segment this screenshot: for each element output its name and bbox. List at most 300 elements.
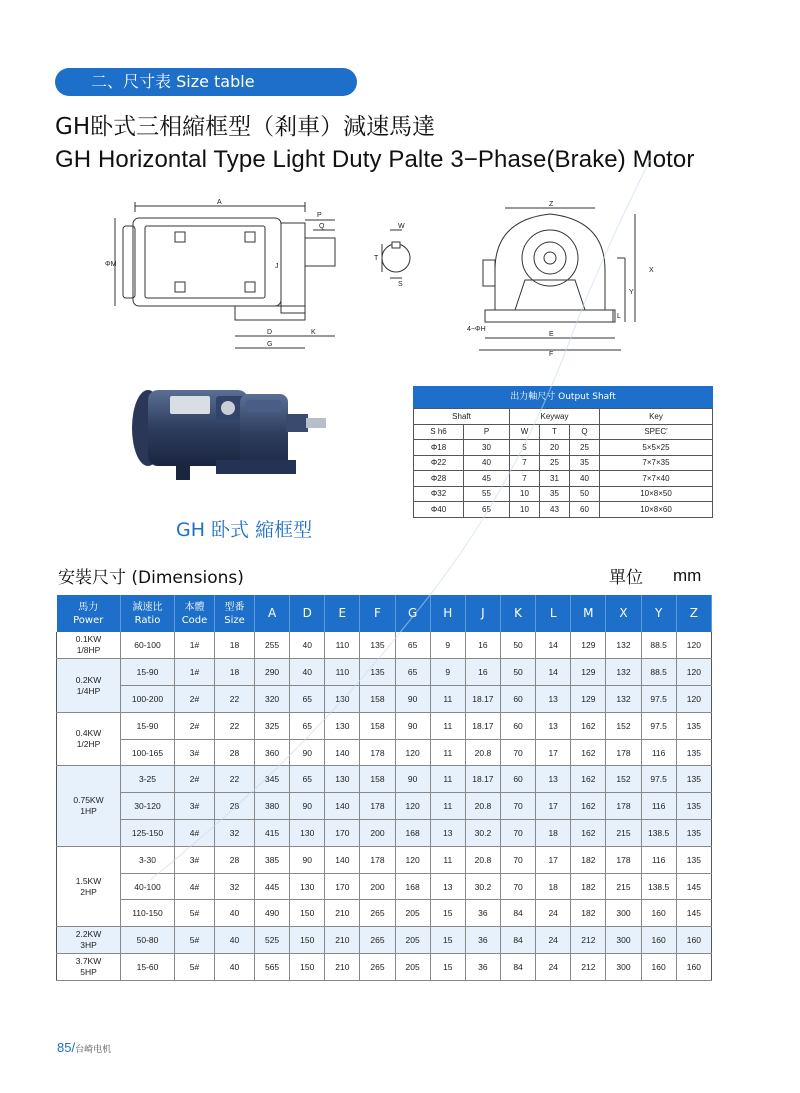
dim-cell: 130 — [325, 712, 360, 739]
drawing-label: L — [617, 313, 621, 320]
shaft-sub-header: T — [540, 424, 570, 440]
dim-header-text: J — [481, 606, 485, 620]
dim-header-text: G — [407, 606, 418, 620]
shaft-row — [414, 502, 713, 518]
dim-cell: 84 — [500, 927, 535, 954]
dim-cell: 145 — [676, 873, 711, 900]
shaft-group-header: Key — [600, 409, 713, 425]
dim-header — [500, 595, 535, 632]
power-text: 3.7KW — [75, 955, 102, 966]
shaft-section-drawing — [368, 220, 418, 290]
drawing-label: D — [267, 329, 273, 336]
dim-cell: 130 — [325, 686, 360, 713]
dimensions-table — [56, 595, 712, 981]
dim-cell: 265 — [360, 927, 395, 954]
dim-cell: 2# — [175, 766, 215, 793]
table-row — [57, 739, 712, 766]
dim-header — [121, 595, 175, 632]
side-view-drawing — [105, 198, 345, 358]
dim-header-text: M — [583, 606, 594, 620]
table-row — [57, 686, 712, 713]
dim-cell: 17 — [536, 846, 571, 873]
shaft-row — [414, 471, 713, 487]
dim-header-text: F — [374, 606, 381, 620]
shaft-cell: 10 — [510, 486, 540, 502]
dim-cell: 15-90 — [121, 659, 175, 686]
table-row — [57, 632, 712, 659]
dim-cell: 15-60 — [121, 954, 175, 981]
shaft-cell: 7 — [510, 471, 540, 487]
front-view-drawing — [465, 200, 665, 358]
dim-cell: 162 — [571, 820, 606, 847]
dim-cell: 158 — [360, 686, 395, 713]
dim-cell: 65 — [290, 766, 325, 793]
dim-cell: 70 — [500, 820, 535, 847]
dim-cell: 18 — [536, 820, 571, 847]
shaft-row — [414, 455, 713, 471]
motor-photo — [120, 378, 330, 498]
dim-header-text: 本體 — [184, 601, 205, 613]
dim-cell: 36 — [465, 927, 500, 954]
dim-cell: 70 — [500, 739, 535, 766]
dim-cell: 22 — [215, 686, 255, 713]
dim-cell: 205 — [395, 927, 430, 954]
dim-cell: 40 — [290, 632, 325, 659]
shaft-cell: 65 — [464, 502, 510, 518]
drawing-label: J — [275, 263, 279, 270]
dim-header — [536, 595, 571, 632]
power-text: 3HP — [80, 940, 97, 951]
power-text: 0.1KW — [75, 634, 102, 645]
dim-cell: 18 — [536, 873, 571, 900]
dim-cell: 116 — [641, 846, 676, 873]
power-cell — [57, 632, 121, 659]
dim-cell: 150 — [290, 954, 325, 981]
drawing-label: W — [398, 223, 405, 230]
shaft-cell: 50 — [570, 486, 600, 502]
dim-cell: 135 — [676, 820, 711, 847]
dim-cell: 9 — [430, 659, 465, 686]
dim-header — [606, 595, 641, 632]
dim-cell: 300 — [606, 954, 641, 981]
shaft-cell: 25 — [570, 440, 600, 456]
dim-cell: 50 — [500, 659, 535, 686]
dim-header-text: H — [443, 606, 453, 620]
dim-header — [175, 595, 215, 632]
dim-cell: 178 — [606, 846, 641, 873]
dim-header — [676, 595, 711, 632]
dim-cell: 30-120 — [121, 793, 175, 820]
dim-cell: 40 — [215, 927, 255, 954]
dim-cell: 162 — [571, 739, 606, 766]
shaft-cell: 7×7×35 — [600, 455, 713, 471]
dim-cell: 11 — [430, 846, 465, 873]
dim-cell: 22 — [215, 766, 255, 793]
dim-cell: 13 — [430, 873, 465, 900]
dim-cell: 1# — [175, 659, 215, 686]
table-row — [57, 954, 712, 981]
dim-cell: 90 — [290, 739, 325, 766]
dim-cell: 100-165 — [121, 739, 175, 766]
dim-cell: 5# — [175, 954, 215, 981]
dim-header — [465, 595, 500, 632]
dim-cell: 18.17 — [465, 766, 500, 793]
dim-header-text: 馬力 — [78, 601, 99, 613]
dim-cell: 135 — [360, 632, 395, 659]
dim-header-text: Size — [224, 614, 245, 626]
dim-cell: 415 — [255, 820, 290, 847]
dim-cell: 36 — [465, 954, 500, 981]
dim-cell: 265 — [360, 954, 395, 981]
dim-cell: 40 — [215, 954, 255, 981]
dim-cell: 5# — [175, 900, 215, 927]
power-cell — [57, 766, 121, 846]
dim-cell: 182 — [571, 873, 606, 900]
shaft-cell: 43 — [540, 502, 570, 518]
dim-cell: 28 — [215, 739, 255, 766]
dim-cell: 210 — [325, 900, 360, 927]
dim-cell: 18 — [215, 659, 255, 686]
table-row — [57, 900, 712, 927]
dim-cell: 32 — [215, 873, 255, 900]
dim-cell: 135 — [676, 793, 711, 820]
dim-cell: 215 — [606, 873, 641, 900]
dim-cell: 120 — [676, 686, 711, 713]
dim-cell: 140 — [325, 846, 360, 873]
shaft-sub-header: P — [464, 424, 510, 440]
shaft-cell: 30 — [464, 440, 510, 456]
dim-cell: 135 — [676, 739, 711, 766]
dim-cell: 24 — [536, 927, 571, 954]
dim-cell: 320 — [255, 686, 290, 713]
dim-cell: 100-200 — [121, 686, 175, 713]
dim-cell: 20.8 — [465, 846, 500, 873]
dim-cell: 14 — [536, 659, 571, 686]
dim-cell: 160 — [641, 900, 676, 927]
table-row — [57, 766, 712, 793]
dim-cell: 212 — [571, 927, 606, 954]
drawing-label: T — [374, 255, 379, 262]
dim-cell: 20.8 — [465, 793, 500, 820]
page-title-en: GH Horizontal Type Light Duty Palte 3−Phase(Brake) Motor — [55, 146, 695, 173]
dim-cell: 65 — [395, 632, 430, 659]
dim-cell: 140 — [325, 739, 360, 766]
power-cell — [57, 954, 121, 981]
dim-cell: 380 — [255, 793, 290, 820]
dim-cell: 3-30 — [121, 846, 175, 873]
dim-header — [255, 595, 290, 632]
drawing-label: F — [549, 351, 554, 358]
dim-cell: 160 — [641, 927, 676, 954]
dim-cell: 90 — [395, 686, 430, 713]
shaft-group-header: Keyway — [510, 409, 600, 425]
drawing-label: G — [267, 341, 273, 348]
output-shaft-table — [413, 386, 713, 518]
shaft-cell: 55 — [464, 486, 510, 502]
dim-header — [360, 595, 395, 632]
shaft-table-title: 出力軸尺寸 Output Shaft — [413, 386, 713, 408]
power-text: 1.5KW — [75, 875, 102, 886]
table-row — [57, 927, 712, 954]
dim-cell: 116 — [641, 739, 676, 766]
dim-cell: 84 — [500, 900, 535, 927]
dim-cell: 300 — [606, 900, 641, 927]
dim-header-text: Code — [181, 614, 208, 626]
unit-label: 單位 — [609, 568, 643, 588]
shaft-cell: 25 — [540, 455, 570, 471]
dim-cell: 130 — [290, 820, 325, 847]
dim-cell: 120 — [395, 793, 430, 820]
dim-cell: 84 — [500, 954, 535, 981]
dim-cell: 129 — [571, 686, 606, 713]
drawing-label: X — [649, 267, 654, 274]
dim-cell: 97.5 — [641, 766, 676, 793]
dim-cell: 65 — [395, 659, 430, 686]
power-text: 0.75KW — [73, 795, 104, 806]
dim-cell: 116 — [641, 793, 676, 820]
dim-cell: 178 — [360, 739, 395, 766]
table-row — [57, 793, 712, 820]
dim-cell: 255 — [255, 632, 290, 659]
dim-cell: 125-150 — [121, 820, 175, 847]
dim-cell: 24 — [536, 900, 571, 927]
dim-cell: 182 — [571, 846, 606, 873]
dim-header-text: D — [302, 606, 312, 620]
shaft-cell: 31 — [540, 471, 570, 487]
dim-header-text: Y — [654, 606, 663, 620]
dim-cell: 15-90 — [121, 712, 175, 739]
dim-cell: 32 — [215, 820, 255, 847]
dim-cell: 60-100 — [121, 632, 175, 659]
dim-header — [641, 595, 676, 632]
dim-cell: 18.17 — [465, 686, 500, 713]
dim-cell: 110 — [325, 632, 360, 659]
dim-cell: 90 — [395, 766, 430, 793]
dim-cell: 160 — [676, 927, 711, 954]
shaft-cell: Φ18 — [414, 440, 464, 456]
dim-cell: 140 — [325, 793, 360, 820]
shaft-cell: 60 — [570, 502, 600, 518]
dim-cell: 70 — [500, 846, 535, 873]
dim-cell: 152 — [606, 766, 641, 793]
power-cell — [57, 846, 121, 926]
shaft-cell: 40 — [570, 471, 600, 487]
shaft-cell: 5×5×25 — [600, 440, 713, 456]
shaft-cell: 10 — [510, 502, 540, 518]
dim-header — [325, 595, 360, 632]
dim-header-text: Power — [73, 614, 104, 626]
dim-cell: 178 — [360, 846, 395, 873]
dim-header-text: E — [338, 606, 347, 620]
shaft-cell: 7×7×40 — [600, 471, 713, 487]
dim-cell: 120 — [395, 846, 430, 873]
dim-cell: 120 — [676, 659, 711, 686]
dim-header-text: 型番 — [224, 601, 245, 613]
dim-header-text: A — [267, 606, 277, 620]
shaft-cell: Φ40 — [414, 502, 464, 518]
dim-cell: 11 — [430, 793, 465, 820]
dim-cell: 565 — [255, 954, 290, 981]
dim-cell: 200 — [360, 873, 395, 900]
dim-cell: 300 — [606, 927, 641, 954]
dim-cell: 135 — [360, 659, 395, 686]
power-text: 1/4HP — [76, 685, 101, 696]
dim-header — [571, 595, 606, 632]
dim-header-text: L — [549, 606, 557, 620]
shaft-cell: 45 — [464, 471, 510, 487]
power-cell — [57, 659, 121, 713]
dim-cell: 160 — [641, 954, 676, 981]
dim-cell: 24 — [536, 954, 571, 981]
dim-cell: 168 — [395, 820, 430, 847]
drawing-label: A — [217, 199, 222, 206]
dim-cell: 60 — [500, 766, 535, 793]
power-text: 1/8HP — [76, 645, 101, 656]
dim-cell: 40-100 — [121, 873, 175, 900]
photo-caption: GH 卧式 縮框型 — [176, 519, 313, 541]
dim-cell: 385 — [255, 846, 290, 873]
shaft-group-header: Shaft — [414, 409, 510, 425]
dim-cell: 3# — [175, 739, 215, 766]
page-number: 85 — [57, 1040, 72, 1055]
dim-cell: 290 — [255, 659, 290, 686]
dim-header-text: Ratio — [134, 614, 161, 626]
dim-cell: 162 — [571, 712, 606, 739]
shaft-row — [414, 440, 713, 456]
shaft-sub-header: Q — [570, 424, 600, 440]
dim-header — [57, 595, 121, 632]
dim-cell: 16 — [465, 659, 500, 686]
shaft-cell: 40 — [464, 455, 510, 471]
dim-cell: 160 — [676, 954, 711, 981]
drawing-label: P — [317, 212, 322, 219]
dim-cell: 90 — [290, 846, 325, 873]
shaft-cell: 10×8×50 — [600, 486, 713, 502]
dim-cell: 170 — [325, 820, 360, 847]
dim-cell: 15 — [430, 900, 465, 927]
dim-cell: 120 — [395, 739, 430, 766]
shaft-sub-header: S h6 — [414, 424, 464, 440]
dim-cell: 182 — [571, 900, 606, 927]
power-text: 2.2KW — [75, 929, 102, 940]
dim-cell: 90 — [395, 712, 430, 739]
dim-cell: 40 — [290, 659, 325, 686]
dim-cell: 13 — [430, 820, 465, 847]
dim-cell: 15 — [430, 954, 465, 981]
shaft-cell: 35 — [570, 455, 600, 471]
dim-cell: 130 — [325, 766, 360, 793]
dim-cell: 158 — [360, 712, 395, 739]
dim-cell: 30.2 — [465, 873, 500, 900]
dim-cell: 4# — [175, 820, 215, 847]
unit-value: mm — [673, 566, 702, 585]
dim-cell: 11 — [430, 686, 465, 713]
dim-header — [395, 595, 430, 632]
dim-cell: 215 — [606, 820, 641, 847]
dim-header — [215, 595, 255, 632]
power-cell — [57, 712, 121, 766]
shaft-cell: Φ22 — [414, 455, 464, 471]
dim-cell: 97.5 — [641, 712, 676, 739]
dim-cell: 178 — [360, 793, 395, 820]
dim-cell: 60 — [500, 712, 535, 739]
dim-cell: 1# — [175, 632, 215, 659]
dim-cell: 88.5 — [641, 659, 676, 686]
dim-cell: 50 — [500, 632, 535, 659]
dim-cell: 110 — [325, 659, 360, 686]
dim-cell: 150 — [290, 900, 325, 927]
dim-cell: 360 — [255, 739, 290, 766]
shaft-cell: Φ32 — [414, 486, 464, 502]
drawing-label: S — [398, 281, 403, 288]
dim-cell: 16 — [465, 632, 500, 659]
table-row — [57, 873, 712, 900]
dim-cell: 210 — [325, 927, 360, 954]
dim-cell: 158 — [360, 766, 395, 793]
dim-cell: 135 — [676, 766, 711, 793]
shaft-row — [414, 486, 713, 502]
dim-cell: 9 — [430, 632, 465, 659]
dim-cell: 17 — [536, 793, 571, 820]
dim-cell: 3-25 — [121, 766, 175, 793]
dim-cell: 5# — [175, 927, 215, 954]
dim-cell: 145 — [676, 900, 711, 927]
dim-cell: 110-150 — [121, 900, 175, 927]
dimensions-label: 安裝尺寸 (Dimensions) — [58, 568, 244, 588]
shaft-cell: 5 — [510, 440, 540, 456]
table-row — [57, 846, 712, 873]
dim-cell: 60 — [500, 686, 535, 713]
shaft-sub-header: SPEC' — [600, 424, 713, 440]
table-row — [57, 712, 712, 739]
dim-cell: 210 — [325, 954, 360, 981]
dim-cell: 265 — [360, 900, 395, 927]
dim-header-text: Z — [689, 606, 698, 620]
dim-cell: 205 — [395, 954, 430, 981]
dim-cell: 11 — [430, 712, 465, 739]
dim-cell: 162 — [571, 793, 606, 820]
dim-cell: 129 — [571, 632, 606, 659]
dim-cell: 50-80 — [121, 927, 175, 954]
dim-cell: 90 — [290, 793, 325, 820]
dim-cell: 18 — [215, 632, 255, 659]
dim-cell: 30.2 — [465, 820, 500, 847]
power-text: 1/2HP — [76, 739, 101, 750]
dim-header-text: K — [514, 606, 522, 620]
dim-cell: 14 — [536, 632, 571, 659]
dim-cell: 138.5 — [641, 873, 676, 900]
page-title-cn: GH卧式三相縮框型（剎車）減速馬達 — [55, 114, 436, 140]
dim-cell: 11 — [430, 766, 465, 793]
power-cell — [57, 927, 121, 954]
dim-cell: 212 — [571, 954, 606, 981]
drawing-label: Q — [319, 223, 325, 230]
dim-cell: 70 — [500, 873, 535, 900]
page-separator: / — [71, 1040, 76, 1055]
dim-cell: 178 — [606, 793, 641, 820]
dim-cell: 65 — [290, 712, 325, 739]
section-label: 二、尺寸表 Size table — [55, 68, 357, 96]
power-text: 2HP — [80, 886, 97, 897]
dim-header-text: 減速比 — [132, 601, 163, 613]
footer-brand: 台崎电机 — [75, 1045, 112, 1055]
dim-cell: 13 — [536, 712, 571, 739]
dim-cell: 2# — [175, 686, 215, 713]
power-text: 0.4KW — [75, 728, 102, 739]
table-row — [57, 820, 712, 847]
dim-cell: 138.5 — [641, 820, 676, 847]
dim-cell: 129 — [571, 659, 606, 686]
